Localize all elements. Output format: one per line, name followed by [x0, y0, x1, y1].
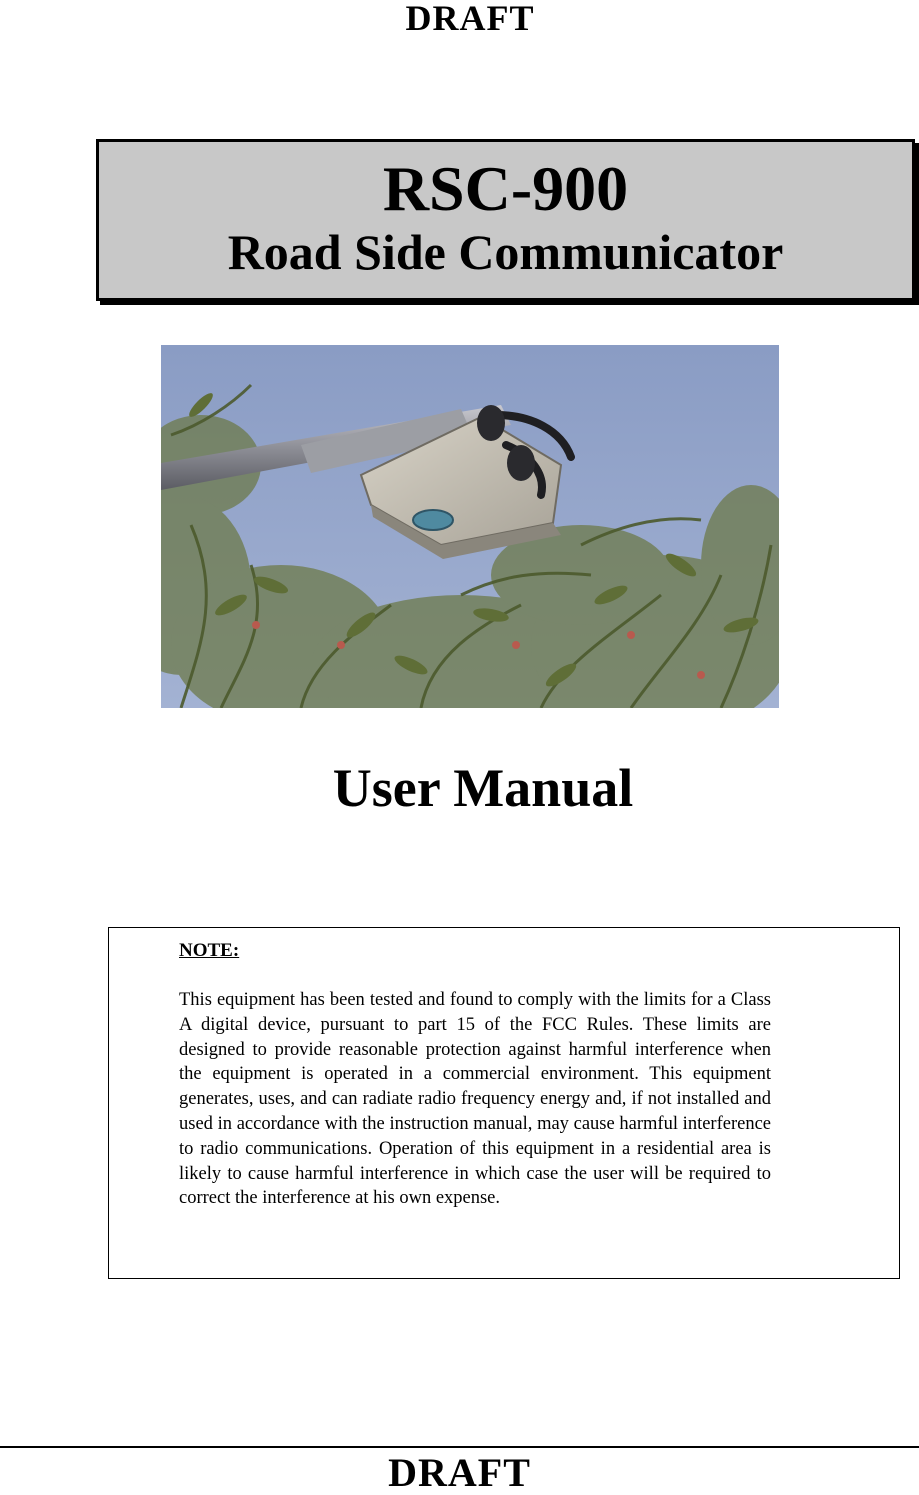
document-title: User Manual — [332, 758, 634, 818]
product-name: Road Side Communicator — [227, 224, 784, 280]
footer-divider — [0, 1446, 919, 1448]
product-model: RSC-900 — [382, 153, 629, 224]
draft-header-label: DRAFT — [405, 0, 535, 38]
draft-footer-label: DRAFT — [388, 1450, 531, 1495]
fcc-note-box — [108, 927, 900, 1279]
note-body: This equipment has been tested and found to comply with the limits for a Class A digital device, pursuant to part 15 of the FCC Rules. These limits are designed to provide reasonable protection against harmful interference when the equipment is operated in a commercial environment. This equipment generates, uses, and can radiate radio frequency energy and, if not installed and used in accordance with the instruction manual, may cause harmful interference to radio communications. Operation of this equipment in a residential area is likely to cause harmful interference in which case the user will be required to correct the interference at his own expense. — [179, 990, 771, 1209]
product-photo — [161, 345, 779, 708]
note-heading: NOTE: — [179, 940, 240, 961]
title-box — [96, 139, 915, 301]
